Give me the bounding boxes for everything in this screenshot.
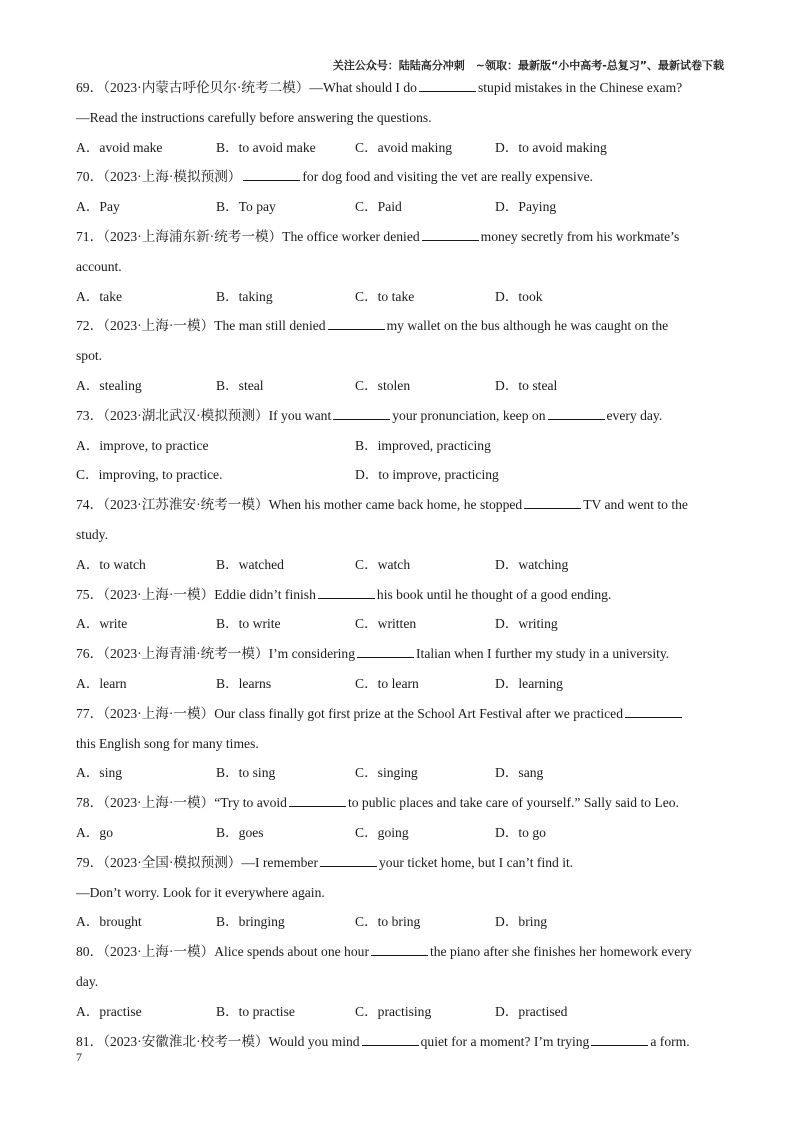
answer-blank [333, 405, 390, 420]
question-list [76, 73, 726, 1056]
answer-option: D．learning [495, 675, 563, 691]
question-text: 70．（2023·上海·模拟预测） [76, 169, 242, 185]
answer-option: A．avoid make [76, 139, 163, 155]
question-line [76, 520, 726, 550]
answer-option: D．sang [495, 765, 544, 781]
question-text: 78．（2023·上海·一模）“Try to avoid [76, 795, 287, 811]
answer-options [76, 550, 726, 580]
question-text: this English song for many times. [76, 735, 259, 751]
answer-option: D．to avoid making [495, 139, 607, 155]
question-text: account. [76, 258, 122, 274]
answer-option: B．taking [216, 288, 273, 304]
question-text: Italian when I further my study in a university. [416, 646, 670, 662]
answer-option: B．to sing [216, 765, 276, 781]
answer-option: C．improving, to practice. [76, 467, 223, 483]
question-text: 72．（2023·上海·一模）The man still denied [76, 318, 326, 334]
question-line [76, 103, 726, 133]
question-text: 81．（2023·安徽淮北·校考一模）Would you mind [76, 1033, 360, 1049]
answer-options [76, 997, 726, 1027]
question-stem [76, 162, 726, 192]
answer-blank [548, 405, 605, 420]
question-line [76, 252, 726, 282]
question-text: to public places and take care of yourself.” Sally said to Leo. [347, 795, 679, 811]
answer-blank [422, 226, 479, 241]
answer-blank [625, 703, 682, 718]
answer-option: C．written [355, 616, 417, 632]
question-text: 77．（2023·上海·一模）Our class finally got first prize at the School Art Festival after we practiced [76, 705, 624, 721]
answer-option: D．writing [495, 616, 558, 632]
answer-option: A．brought [76, 914, 142, 930]
answer-blank [243, 166, 300, 181]
answer-option: B．goes [216, 824, 264, 840]
question-stem [76, 73, 726, 103]
question-text: 75．（2023·上海·一模）Eddie didn’t finish [76, 586, 316, 602]
answer-options [76, 669, 726, 699]
question-text: 76．（2023·上海青浦·统考一模）I’m considering [76, 646, 356, 662]
question-line [76, 341, 726, 371]
answer-options [76, 133, 726, 163]
answer-option: A．stealing [76, 377, 142, 393]
answer-option: C．singing [355, 765, 418, 781]
answer-option: A．sing [76, 765, 123, 781]
answer-options [76, 818, 726, 848]
answer-options [76, 609, 726, 639]
question-stem [76, 848, 726, 878]
question-text: 79．（2023·全国·模拟预测）—I remember [76, 854, 318, 870]
answer-option: C．Paid [355, 199, 402, 215]
answer-option: D．took [495, 288, 543, 304]
answer-option: C．to learn [355, 675, 419, 691]
answer-option: B．watched [216, 556, 284, 572]
answer-blank [371, 941, 428, 956]
question-text: —Don’t worry. Look for it everywhere again. [76, 884, 325, 900]
question-stem [76, 490, 726, 520]
answer-option: D．watching [495, 556, 569, 572]
answer-options [76, 758, 726, 788]
answer-blank [524, 494, 581, 509]
question-stem [76, 788, 726, 818]
question-text: the piano after she finishes her homework every [429, 944, 692, 960]
page-header: 关注公众号：陆陆高分冲刺 ~领取：最新版“小中高考-总复习”、最新试卷下载 [332, 59, 724, 72]
question-text: your ticket home, but I can’t find it. [379, 854, 574, 870]
question-text: a form. [650, 1033, 690, 1049]
question-stem [76, 1027, 726, 1057]
question-line [76, 878, 726, 908]
answer-options [76, 192, 726, 222]
answer-option: A．learn [76, 675, 127, 691]
question-stem [76, 311, 726, 341]
answer-blank [362, 1031, 419, 1046]
question-text: 74．（2023·江苏淮安·统考一模）When his mother came back home, he stopped [76, 497, 523, 513]
question-stem [76, 222, 726, 252]
question-text: your pronunciation, keep on [392, 407, 546, 423]
answer-options [76, 371, 726, 401]
question-text: quiet for a moment? I’m trying [420, 1033, 590, 1049]
question-stem [76, 937, 726, 967]
question-stem [76, 580, 726, 610]
question-text: spot. [76, 348, 103, 364]
question-stem [76, 401, 726, 431]
page-number: 7 [76, 1050, 82, 1064]
answer-option: D．Paying [495, 199, 557, 215]
answer-option: C．going [355, 824, 409, 840]
answer-option: A．Pay [76, 199, 120, 215]
answer-option: B．to write [216, 616, 281, 632]
answer-option: B．improved, practicing [355, 437, 491, 453]
answer-option: A．go [76, 824, 114, 840]
answer-options [76, 907, 726, 937]
question-text: every day. [606, 407, 663, 423]
answer-option: B．to avoid make [216, 139, 316, 155]
answer-option: B．steal [216, 377, 264, 393]
answer-option: A．take [76, 288, 123, 304]
answer-option: B．To pay [216, 199, 276, 215]
answer-option: D．practised [495, 1003, 568, 1019]
question-text: money secretly from his workmate’s [480, 228, 680, 244]
question-text: his book until he thought of a good ending. [376, 586, 612, 602]
answer-options [76, 282, 726, 312]
answer-options [76, 431, 726, 461]
answer-option: C．practising [355, 1003, 432, 1019]
question-text: 69．（2023·内蒙古呼伦贝尔·统考二模）—What should I do [76, 80, 417, 95]
answer-blank [318, 584, 375, 599]
answer-options [76, 460, 726, 490]
question-text: study. [76, 526, 108, 542]
answer-blank [320, 852, 377, 867]
answer-option: D．to steal [495, 377, 558, 393]
question-line [76, 729, 726, 759]
question-text: TV and went to the [583, 497, 688, 513]
question-text: —Read the instructions carefully before answering the questions. [76, 109, 432, 125]
answer-option: A．practise [76, 1003, 142, 1019]
answer-blank [289, 792, 346, 807]
question-line [76, 967, 726, 997]
answer-option: B．learns [216, 675, 272, 691]
answer-blank [419, 77, 476, 92]
answer-option: D．to improve, practicing [355, 467, 499, 483]
answer-option: C．watch [355, 556, 411, 572]
question-text: for dog food and visiting the vet are really expensive. [302, 169, 594, 185]
answer-option: A．write [76, 616, 128, 632]
answer-blank [591, 1031, 648, 1046]
question-stem [76, 699, 726, 729]
answer-option: B．to practise [216, 1003, 295, 1019]
question-stem [76, 639, 726, 669]
answer-option: C．to take [355, 288, 415, 304]
answer-option: A．improve, to practice [76, 437, 209, 453]
question-text: my wallet on the bus although he was caught on the [386, 318, 669, 334]
question-text: 71．（2023·上海浦东新·统考一模）The office worker denied [76, 228, 420, 244]
answer-option: A．to watch [76, 556, 146, 572]
answer-option: C．avoid making [355, 139, 453, 155]
answer-option: C．to bring [355, 914, 421, 930]
answer-option: B．bringing [216, 914, 285, 930]
answer-blank [328, 315, 385, 330]
answer-option: D．to go [495, 824, 546, 840]
question-text: stupid mistakes in the Chinese exam? [477, 80, 683, 95]
question-text: 73．（2023·湖北武汉·模拟预测）If you want [76, 407, 332, 423]
question-text: day. [76, 973, 99, 989]
answer-option: C．stolen [355, 377, 411, 393]
answer-option: D．bring [495, 914, 548, 930]
question-text: 80．（2023·上海·一模）Alice spends about one hour [76, 944, 369, 960]
answer-blank [357, 643, 414, 658]
